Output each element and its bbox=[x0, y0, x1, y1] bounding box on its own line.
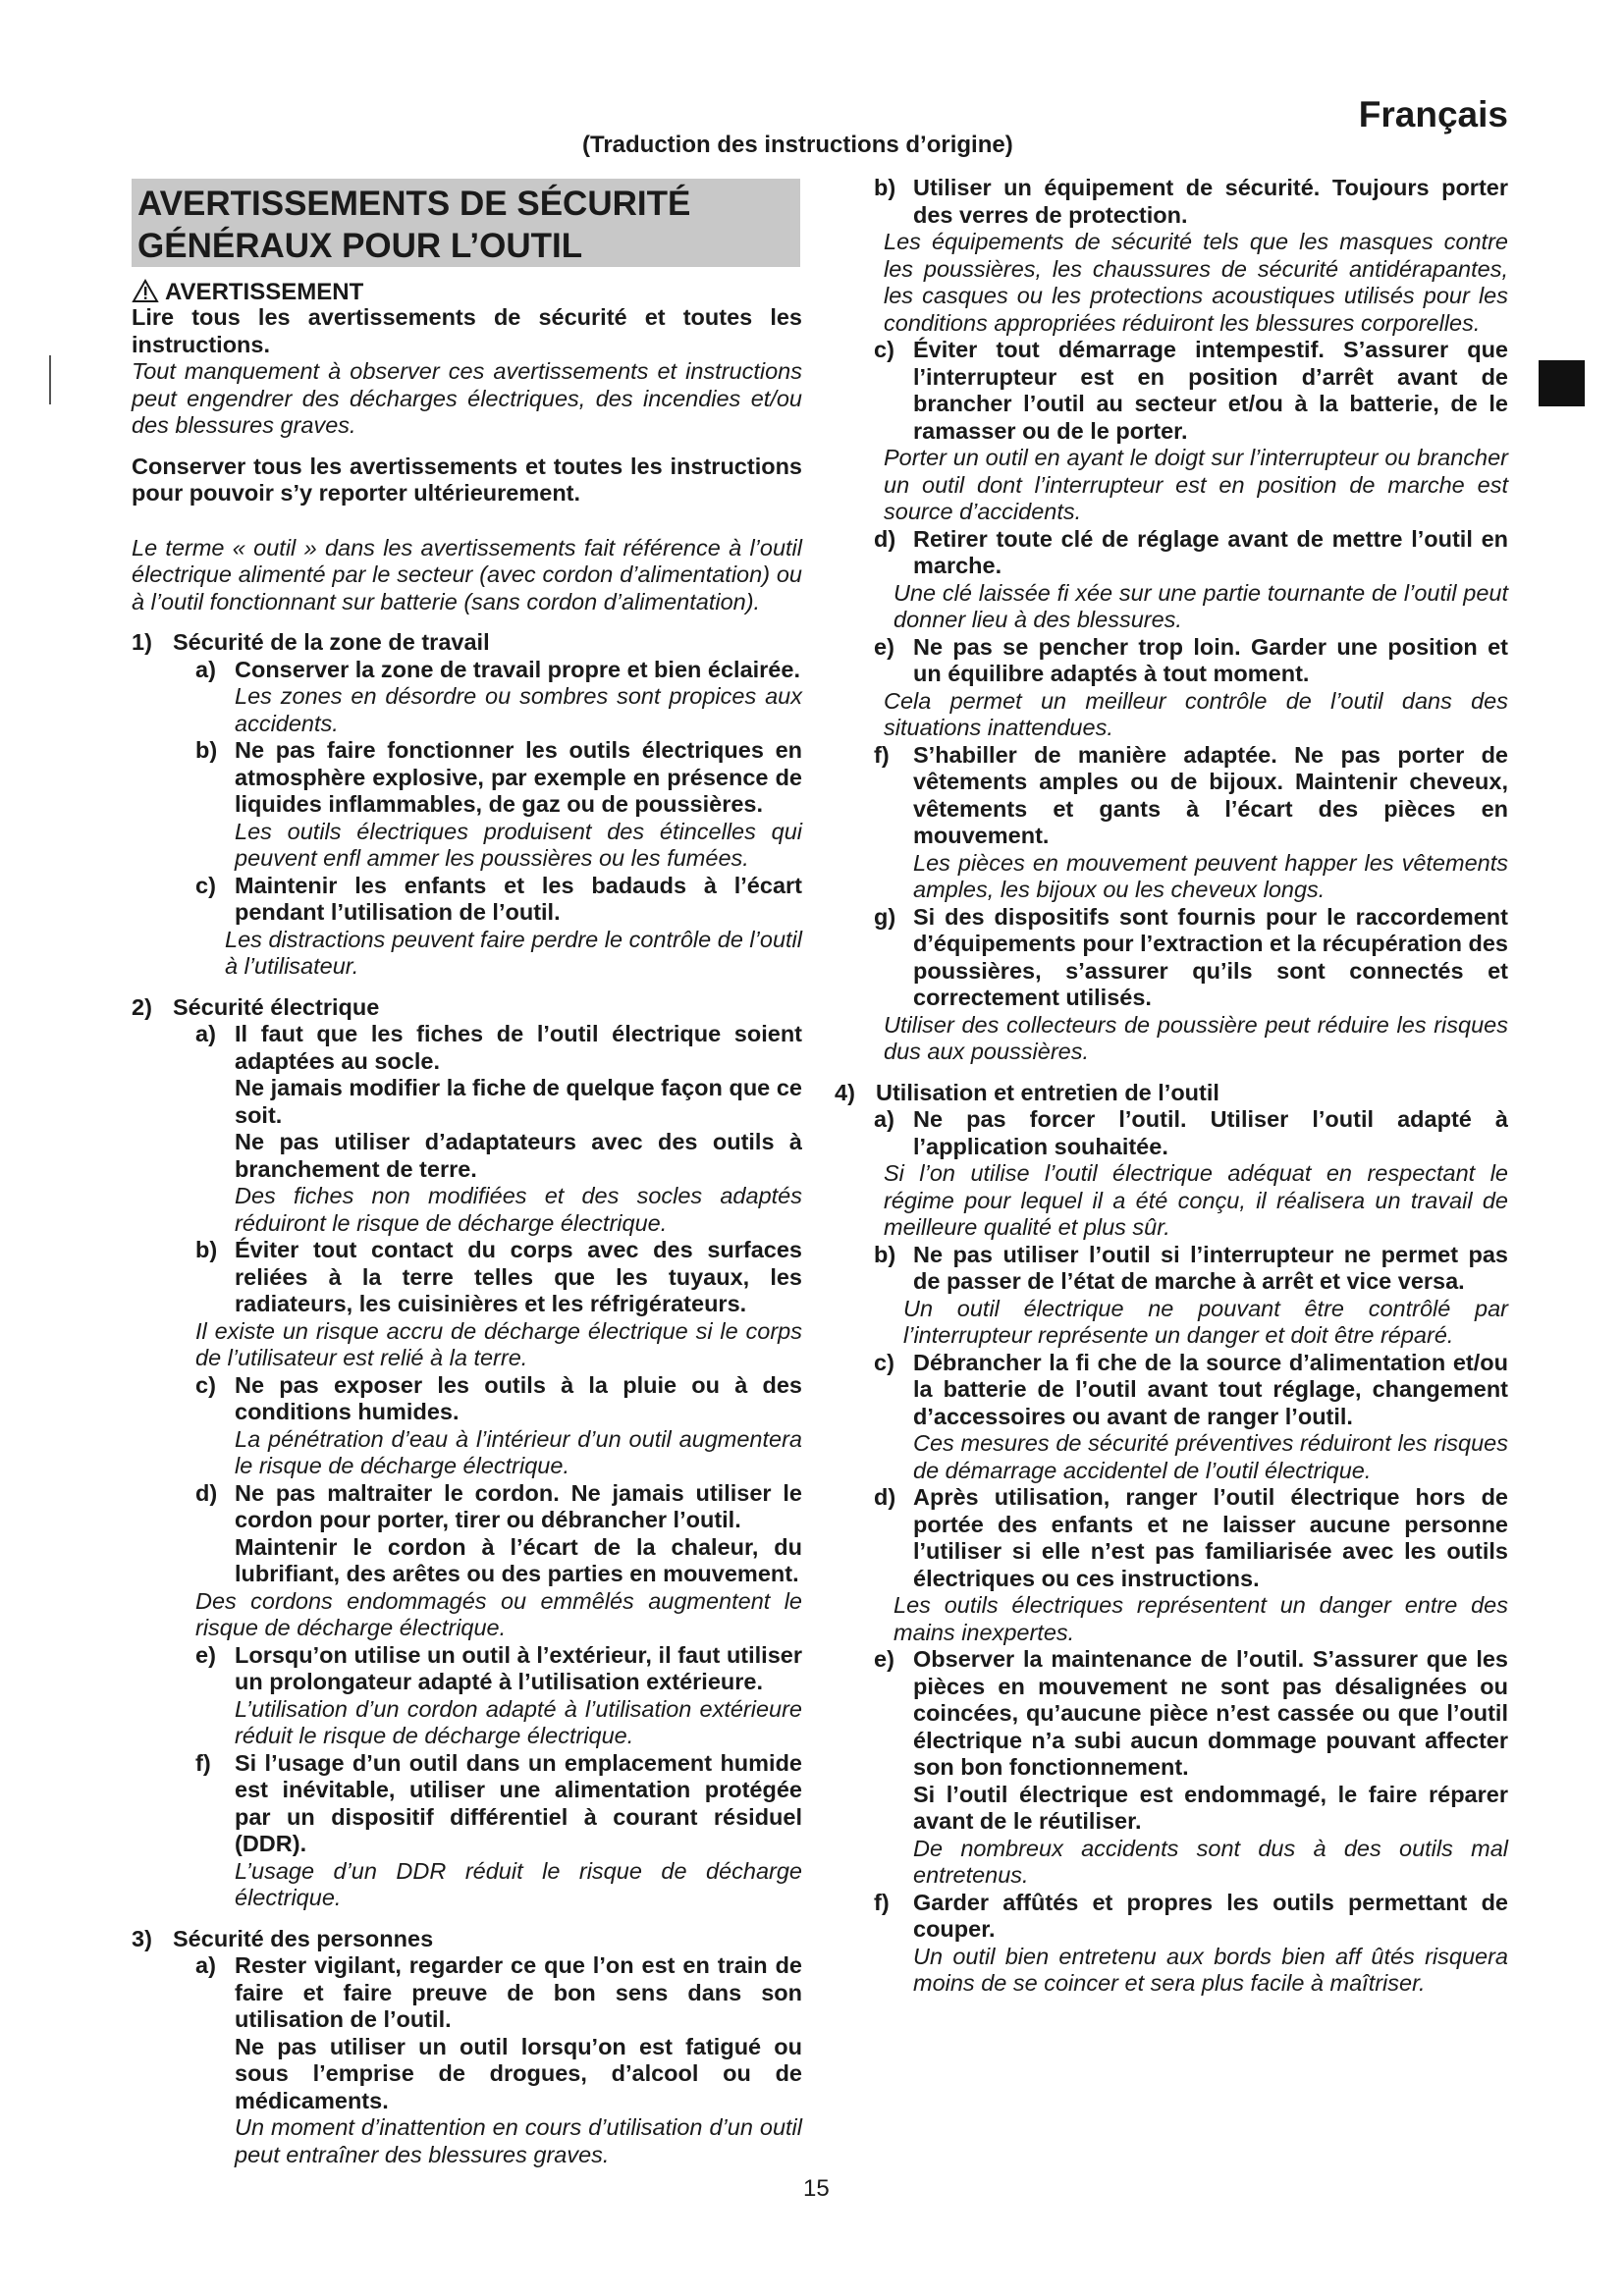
item-label: d) bbox=[874, 525, 896, 552]
item-italic: Les équipements de sécurité tels que les masques contre les poussières, les chaussures de sécurité antidérapantes, les casques ou les protections acoustiques utilisés pour les conditions appropriées réduiront les blessures corporelles. bbox=[884, 229, 1508, 336]
s4-item-e bbox=[835, 1646, 1508, 1890]
item-bold: Utiliser un équipement de sécurité. Toujours porter des verres de protection. bbox=[913, 175, 1508, 228]
title-line-1: AVERTISSEMENTS DE SÉCURITÉ bbox=[137, 185, 691, 223]
intro-definition: Le terme « outil » dans les avertissements fait référence à l’outil électrique alimenté par le secteur (avec cordon d’alimentation) ou à l’outil fonctionnant sur batterie (sans cordon d’alimentation). bbox=[132, 534, 802, 614]
language-tab-marker bbox=[1539, 360, 1585, 406]
item-italic: Les outils électriques représentent un danger entre des mains inexpertes. bbox=[893, 1592, 1508, 1645]
item-bold-2: Ne jamais modifier la fiche de quelque façon que ce soit. bbox=[235, 1075, 802, 1128]
item-bold: Lorsqu’on utilise un outil à l’extérieur, il faut utiliser un prolongateur adapté à l’utilisation extérieure. bbox=[235, 1641, 802, 1694]
intro-keep-instructions: Conserver tous les avertissements et toutes les instructions pour pouvoir s’y reporter ultérieurement. bbox=[132, 453, 802, 506]
item-italic: De nombreux accidents sont dus à des outils mal entretenus. bbox=[913, 1835, 1508, 1888]
left-column bbox=[132, 175, 802, 2168]
section-title: Utilisation et entretien de l’outil bbox=[876, 1079, 1219, 1105]
item-italic: L’usage d’un DDR réduit le risque de décharge électrique. bbox=[235, 1857, 802, 1910]
item-bold: Ne pas faire fonctionner les outils électriques en atmosphère explosive, par exemple en présence de liquides inflammables, de gaz ou de poussières. bbox=[235, 737, 802, 817]
item-bold: Ne pas forcer l’outil. Utiliser l’outil adapté à l’application souhaitée. bbox=[913, 1106, 1508, 1159]
s1-item-a bbox=[132, 657, 802, 738]
s3-item-b bbox=[835, 175, 1508, 337]
item-label: d) bbox=[874, 1484, 896, 1510]
item-label: f) bbox=[874, 1889, 890, 1915]
section-2-heading bbox=[132, 994, 802, 1022]
section-title: Sécurité électrique bbox=[173, 993, 380, 1020]
item-italic: Les zones en désordre ou sombres sont propices aux accidents. bbox=[235, 683, 802, 736]
item-bold: Retirer toute clé de réglage avant de mettre l’outil en marche. bbox=[913, 525, 1508, 578]
item-label: a) bbox=[195, 656, 216, 682]
item-label: c) bbox=[874, 1349, 894, 1375]
item-bold-2: Maintenir le cordon à l’écart de la chaleur, du lubrifiant, des arêtes ou des parties en mouvement. bbox=[235, 1533, 802, 1586]
item-bold: S’habiller de manière adaptée. Ne pas porter de vêtements amples ou de bijoux. Maintenir cheveux, vêtements et gants à l’écart des pièces en mouvement. bbox=[913, 741, 1508, 848]
item-bold: Ne pas exposer les outils à la pluie ou à des conditions humides. bbox=[235, 1371, 802, 1424]
item-italic: Porter un outil en ayant le doigt sur l’interrupteur ou brancher un outil dont l’interrupteur est en position de marche est source d’accidents. bbox=[884, 445, 1508, 524]
item-italic: Une clé laissée fi xée sur une partie tournante de l’outil peut donner lieu à des blessures. bbox=[893, 579, 1508, 632]
item-bold-2: Ne pas utiliser un outil lorsqu’on est fatigué ou sous l’emprise de drogues, d’alcool ou de médicaments. bbox=[235, 2033, 802, 2113]
item-bold: Maintenir les enfants et les badauds à l’écart pendant l’utilisation de l’outil. bbox=[235, 872, 802, 925]
item-bold-3: Ne pas utiliser d’adaptateurs avec des outils à branchement de terre. bbox=[235, 1129, 802, 1182]
section-4-heading bbox=[835, 1080, 1508, 1107]
section-number: 1) bbox=[132, 629, 152, 655]
item-italic: La pénétration d’eau à l’intérieur d’un outil augmentera le risque de décharge électrique. bbox=[235, 1425, 802, 1478]
item-italic: Les pièces en mouvement peuvent happer les vêtements amples, les bijoux ou les cheveux longs. bbox=[913, 849, 1508, 902]
item-italic: Des fiches non modifiées et des socles adaptés réduiront le risque de décharge électrique. bbox=[235, 1183, 802, 1236]
section-number: 3) bbox=[132, 1925, 152, 1951]
item-italic: Les distractions peuvent faire perdre le contrôle de l’outil à l’utilisateur. bbox=[225, 926, 802, 979]
item-italic: Un outil électrique ne pouvant être contrôlé par l’interrupteur représente un danger et doit être réparé. bbox=[903, 1295, 1508, 1348]
item-label: a) bbox=[195, 1952, 216, 1978]
item-label: f) bbox=[195, 1749, 211, 1776]
item-label: g) bbox=[874, 903, 896, 930]
section-3-heading bbox=[132, 1926, 802, 1953]
item-italic: Des cordons endommagés ou emmêlés augmentent le risque de décharge électrique. bbox=[195, 1587, 802, 1640]
intro-read-all: Lire tous les avertissements de sécurité et toutes les instructions. bbox=[132, 304, 802, 357]
s3-item-c bbox=[835, 337, 1508, 526]
item-bold: Il faut que les fiches de l’outil électrique soient adaptées au socle. bbox=[235, 1021, 802, 1074]
item-italic: Il existe un risque accru de décharge électrique si le corps de l’utilisateur est relié à la terre. bbox=[195, 1317, 802, 1370]
s4-item-d bbox=[835, 1484, 1508, 1646]
s3-item-g bbox=[835, 904, 1508, 1066]
s2-item-e bbox=[132, 1642, 802, 1750]
item-italic: Cela permet un meilleur contrôle de l’outil dans des situations inattendues. bbox=[884, 687, 1508, 740]
s4-item-c bbox=[835, 1350, 1508, 1485]
section-number: 2) bbox=[132, 993, 152, 1020]
item-label: b) bbox=[874, 1241, 896, 1267]
item-bold: Si des dispositifs sont fournis pour le raccordement d’équipements pour l’extraction et la récupération des poussières, s’assurer qu’ils sont connectés et correctement utilisés. bbox=[913, 903, 1508, 1010]
margin-mark bbox=[49, 355, 51, 404]
item-italic: Utiliser des collecteurs de poussière peut réduire les risques dus aux poussières. bbox=[884, 1011, 1508, 1064]
language-label: Français bbox=[1358, 94, 1508, 134]
item-label: b) bbox=[874, 175, 896, 200]
item-italic: Les outils électriques produisent des étincelles qui peuvent enfl ammer les poussières ou les fumées. bbox=[235, 818, 802, 871]
s3-item-e bbox=[835, 634, 1508, 742]
item-italic: Si l’on utilise l’outil électrique adéquat en respectant le régime pour lequel il a été conçu, il réalisera un travail de meilleure qualité et plus sûr. bbox=[884, 1160, 1508, 1240]
item-label: e) bbox=[874, 633, 894, 660]
item-bold: Si l’usage d’un outil dans un emplacement humide est inévitable, utiliser une alimentation protégée par un dispositif différentiel à courant résiduel (DDR). bbox=[235, 1749, 802, 1856]
s3-item-a bbox=[132, 1952, 802, 2168]
item-label: a) bbox=[874, 1106, 894, 1132]
item-bold: Débrancher la fi che de la source d’alimentation et/ou la batterie de l’outil avant tout réglage, changement d’accessoires ou avant de ranger l’outil. bbox=[913, 1349, 1508, 1429]
right-column bbox=[835, 175, 1508, 1998]
item-bold: Ne pas se pencher trop loin. Garder une position et un équilibre adaptés à tout moment. bbox=[913, 633, 1508, 686]
section-title: Sécurité des personnes bbox=[173, 1925, 434, 1951]
section-title: Sécurité de la zone de travail bbox=[173, 629, 490, 655]
item-label: c) bbox=[874, 337, 894, 362]
item-bold: Éviter tout démarrage intempestif. S’assurer que l’interrupteur est en position d’arrêt avant de brancher l’outil au secteur et/ou à la batterie, de le ramasser ou de le porter. bbox=[913, 337, 1508, 444]
s2-item-d bbox=[132, 1480, 802, 1642]
item-italic: Un moment d’inattention en cours d’utilisation d’un outil peut entraîner des blessures graves. bbox=[235, 2114, 802, 2167]
item-bold: Conserver la zone de travail propre et bien éclairée. bbox=[235, 656, 800, 682]
item-italic: L’utilisation d’un cordon adapté à l’utilisation extérieure réduit le risque de décharge électrique. bbox=[235, 1695, 802, 1748]
item-bold-2: Si l’outil électrique est endommagé, le faire réparer avant de le réutiliser. bbox=[913, 1781, 1508, 1834]
s4-item-f bbox=[835, 1890, 1508, 1998]
item-label: c) bbox=[195, 1371, 216, 1398]
section-1-heading bbox=[132, 629, 802, 657]
item-label: e) bbox=[874, 1646, 894, 1672]
s1-item-b bbox=[132, 737, 802, 873]
s3-item-f bbox=[835, 742, 1508, 904]
s2-item-c bbox=[132, 1372, 802, 1480]
item-bold: Rester vigilant, regarder ce que l’on est en train de faire et faire preuve de bon sens dans son utilisation de l’outil. bbox=[235, 1952, 802, 2032]
item-bold: Observer la maintenance de l’outil. S’assurer que les pièces en mouvement ne sont pas désalignées ou coincées, qu’aucune pièce n’est cassée ou que l’outil électrique n’a subi aucun dommage pouvant affecter son bon fonctionnement. bbox=[913, 1646, 1508, 1780]
item-label: c) bbox=[195, 872, 216, 898]
item-bold: Garder affûtés et propres les outils permettant de couper. bbox=[913, 1889, 1508, 1942]
item-bold: Ne pas maltraiter le cordon. Ne jamais utiliser le cordon pour porter, tirer ou débrancher l’outil. bbox=[235, 1479, 802, 1532]
item-italic: Un outil bien entretenu aux bords bien aff ûtés risquera moins de se coincer et sera plus facile à maîtriser. bbox=[913, 1943, 1508, 1996]
page-number: 15 bbox=[803, 2175, 830, 2202]
s4-item-a bbox=[835, 1106, 1508, 1242]
item-italic: Ces mesures de sécurité préventives réduiront les risques de démarrage accidentel de l’outil électrique. bbox=[913, 1430, 1508, 1483]
item-label: e) bbox=[195, 1641, 216, 1668]
s4-item-b bbox=[835, 1242, 1508, 1350]
s2-item-a bbox=[132, 1021, 802, 1237]
item-bold: Ne pas utiliser l’outil si l’interrupteur ne permet pas de passer de l’état de marche à arrêt et vice versa. bbox=[913, 1241, 1508, 1294]
item-label: a) bbox=[195, 1021, 216, 1046]
warning-label: AVERTISSEMENT bbox=[165, 279, 364, 305]
translation-subtitle: (Traduction des instructions d’origine) bbox=[582, 132, 1013, 158]
s3-item-d bbox=[835, 526, 1508, 634]
item-bold: Éviter tout contact du corps avec des surfaces reliées à la terre telles que les tuyaux, les radiateurs, les cuisinières et les réfrigérateurs. bbox=[235, 1237, 802, 1316]
item-label: d) bbox=[195, 1479, 218, 1506]
item-bold: Après utilisation, ranger l’outil électrique hors de portée des enfants et ne laisser aucune personne l’utiliser si elle n’est pas familiarisée avec les outils électriques ou ces instructions. bbox=[913, 1484, 1508, 1591]
intro-consequences: Tout manquement à observer ces avertissements et instructions peut engendrer des décharges électriques, des incendies et/ou des blessures graves. bbox=[132, 358, 802, 438]
s2-item-f bbox=[132, 1750, 802, 1912]
item-label: b) bbox=[195, 1237, 218, 1262]
section-number: 4) bbox=[835, 1079, 855, 1105]
item-label: f) bbox=[874, 741, 890, 768]
s2-item-b bbox=[132, 1237, 802, 1372]
item-label: b) bbox=[195, 737, 218, 763]
title-line-2: GÉNÉRAUX POUR L’OUTIL bbox=[137, 227, 583, 265]
s1-item-c bbox=[132, 873, 802, 981]
